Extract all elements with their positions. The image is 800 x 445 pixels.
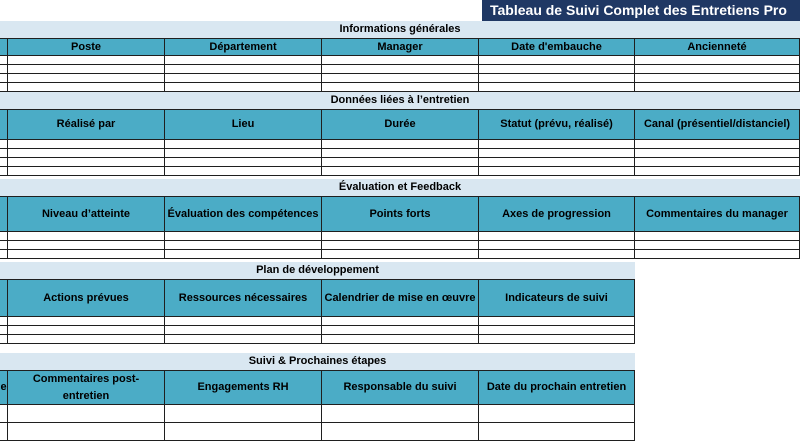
- table-cell[interactable]: [322, 83, 479, 92]
- table-cell[interactable]: [165, 83, 322, 92]
- header-cell[interactable]: Indicateurs de suivi: [479, 279, 635, 317]
- table-cell[interactable]: [0, 56, 8, 65]
- header-cell[interactable]: Manager: [322, 38, 479, 56]
- table-cell[interactable]: [322, 158, 479, 167]
- table-cell[interactable]: [322, 405, 479, 423]
- table-cell[interactable]: [479, 317, 635, 326]
- table-row: [0, 83, 800, 92]
- header-cell[interactable]: [0, 109, 8, 140]
- table-cell[interactable]: [479, 335, 635, 344]
- table-cell[interactable]: [8, 74, 165, 83]
- table-cell[interactable]: [479, 241, 635, 250]
- table-cell[interactable]: [635, 65, 800, 74]
- table-cell[interactable]: [479, 232, 635, 241]
- table-cell[interactable]: [0, 317, 8, 326]
- table-cell[interactable]: [0, 158, 8, 167]
- header-cell[interactable]: Ressources nécessaires: [165, 279, 322, 317]
- table-cell[interactable]: [8, 65, 165, 74]
- table-cell[interactable]: [8, 405, 165, 423]
- table-cell[interactable]: [322, 167, 479, 176]
- table-cell[interactable]: [165, 74, 322, 83]
- table-cell[interactable]: [479, 65, 635, 74]
- table-cell[interactable]: [8, 326, 165, 335]
- header-cell[interactable]: e: [0, 370, 8, 405]
- table-row: [0, 149, 800, 158]
- table-cell[interactable]: [635, 158, 800, 167]
- table-row: [0, 74, 800, 83]
- table-cell[interactable]: [322, 335, 479, 344]
- table-cell[interactable]: [479, 56, 635, 65]
- section-title-suivi[interactable]: Suivi & Prochaines étapes: [0, 353, 635, 371]
- table-cell[interactable]: [479, 74, 635, 83]
- section-title-plan[interactable]: Plan de développement: [0, 262, 635, 280]
- table-cell[interactable]: [479, 167, 635, 176]
- header-cell[interactable]: Canal (présentiel/distanciel): [635, 109, 800, 140]
- table-cell[interactable]: [8, 423, 165, 441]
- table-cell[interactable]: [479, 405, 635, 423]
- sheet-title: Tableau de Suivi Complet des Entretiens Pro: [482, 0, 800, 21]
- header-row-info: [0, 38, 800, 56]
- header-cell[interactable]: Date du prochain entretien: [479, 370, 635, 405]
- table-cell[interactable]: [322, 149, 479, 158]
- table-cell[interactable]: [322, 140, 479, 149]
- table-cell[interactable]: [0, 241, 8, 250]
- table-cell[interactable]: [0, 232, 8, 241]
- header-row-evaluation: [0, 196, 800, 232]
- table-cell[interactable]: [635, 140, 800, 149]
- table-row: [0, 65, 800, 74]
- table-cell[interactable]: [8, 232, 165, 241]
- table-cell[interactable]: [8, 335, 165, 344]
- header-cell[interactable]: Réalisé par: [8, 109, 165, 140]
- section-title-info[interactable]: Informations générales: [0, 21, 800, 39]
- table-cell[interactable]: [0, 326, 8, 335]
- table-cell[interactable]: [479, 83, 635, 92]
- table-row: [0, 423, 635, 441]
- header-cell[interactable]: Engagements RH: [165, 370, 322, 405]
- table-cell[interactable]: [165, 158, 322, 167]
- table-cell[interactable]: [165, 232, 322, 241]
- table-cell[interactable]: [165, 241, 322, 250]
- table-cell[interactable]: [8, 158, 165, 167]
- table-cell[interactable]: [165, 149, 322, 158]
- header-cell[interactable]: Axes de progression: [479, 196, 635, 232]
- table-cell[interactable]: [479, 250, 635, 259]
- header-cell[interactable]: Évaluation des compétences: [165, 196, 322, 232]
- table-cell[interactable]: [0, 335, 8, 344]
- table-cell[interactable]: [635, 74, 800, 83]
- table-cell[interactable]: [635, 83, 800, 92]
- table-cell[interactable]: [8, 140, 165, 149]
- table-cell[interactable]: [165, 326, 322, 335]
- table-row: [0, 167, 800, 176]
- header-cell[interactable]: Date d'embauche: [479, 38, 635, 56]
- table-cell[interactable]: [0, 149, 8, 158]
- section-title-entretien[interactable]: Données liées à l’entretien: [0, 92, 800, 110]
- table-cell[interactable]: [0, 250, 8, 259]
- table-cell[interactable]: [8, 250, 165, 259]
- table-row: [0, 335, 635, 344]
- table-cell[interactable]: [165, 250, 322, 259]
- header-cell[interactable]: Durée: [322, 109, 479, 140]
- table-cell[interactable]: [8, 83, 165, 92]
- table-cell[interactable]: [165, 140, 322, 149]
- table-cell[interactable]: [479, 158, 635, 167]
- header-cell[interactable]: [0, 196, 8, 232]
- header-cell[interactable]: Poste: [8, 38, 165, 56]
- table-cell[interactable]: [0, 83, 8, 92]
- table-cell[interactable]: [165, 423, 322, 441]
- table-cell[interactable]: [0, 140, 8, 149]
- table-cell[interactable]: [322, 423, 479, 441]
- table-row: [0, 241, 800, 250]
- header-cell[interactable]: Lieu: [165, 109, 322, 140]
- table-cell[interactable]: [322, 250, 479, 259]
- table-row: [0, 317, 635, 326]
- table-cell[interactable]: [479, 149, 635, 158]
- table-row: [0, 405, 635, 423]
- header-cell[interactable]: Ancienneté: [635, 38, 800, 56]
- header-cell[interactable]: Département: [165, 38, 322, 56]
- table-cell[interactable]: [635, 250, 800, 259]
- header-row-suivi: [0, 370, 635, 405]
- table-cell[interactable]: [165, 335, 322, 344]
- table-row: [0, 158, 800, 167]
- table-cell[interactable]: [479, 326, 635, 335]
- table-cell[interactable]: [322, 241, 479, 250]
- table-cell[interactable]: [8, 241, 165, 250]
- table-cell[interactable]: [165, 56, 322, 65]
- table-cell[interactable]: [0, 65, 8, 74]
- table-cell[interactable]: [8, 167, 165, 176]
- header-cell[interactable]: Responsable du suivi: [322, 370, 479, 405]
- table-row: [0, 250, 800, 259]
- header-cell[interactable]: [0, 38, 8, 56]
- table-cell[interactable]: [479, 140, 635, 149]
- table-cell[interactable]: [0, 405, 8, 423]
- header-cell[interactable]: Calendrier de mise en œuvre: [322, 279, 479, 317]
- table-cell[interactable]: [322, 317, 479, 326]
- table-cell[interactable]: [165, 167, 322, 176]
- header-row-entretien: [0, 109, 800, 140]
- table-cell[interactable]: [635, 56, 800, 65]
- table-cell[interactable]: [635, 241, 800, 250]
- header-cell[interactable]: Statut (prévu, réalisé): [479, 109, 635, 140]
- table-cell[interactable]: [0, 167, 8, 176]
- header-row-plan: [0, 279, 635, 317]
- table-cell[interactable]: [322, 326, 479, 335]
- table-cell[interactable]: [322, 232, 479, 241]
- table-cell[interactable]: [635, 232, 800, 241]
- table-cell[interactable]: [165, 65, 322, 74]
- table-cell[interactable]: [322, 56, 479, 65]
- table-cell[interactable]: [322, 74, 479, 83]
- table-cell[interactable]: [8, 317, 165, 326]
- section-title-evaluation[interactable]: Évaluation et Feedback: [0, 179, 800, 197]
- header-cell[interactable]: Commentaires du manager: [635, 196, 800, 232]
- table-cell[interactable]: [0, 74, 8, 83]
- header-cell[interactable]: [0, 279, 8, 317]
- header-cell[interactable]: Commentaires post-entretien: [8, 370, 165, 405]
- table-cell[interactable]: [0, 423, 8, 441]
- table-cell[interactable]: [165, 405, 322, 423]
- table-row: [0, 232, 800, 241]
- table-cell[interactable]: [479, 423, 635, 441]
- table-row: [0, 326, 635, 335]
- table-cell[interactable]: [635, 167, 800, 176]
- table-cell[interactable]: [165, 317, 322, 326]
- table-cell[interactable]: [8, 56, 165, 65]
- table-cell[interactable]: [322, 65, 479, 74]
- header-cell[interactable]: Niveau d’atteinte: [8, 196, 165, 232]
- table-cell[interactable]: [8, 149, 165, 158]
- header-cell[interactable]: Actions prévues: [8, 279, 165, 317]
- table-cell[interactable]: [635, 149, 800, 158]
- table-row: [0, 140, 800, 149]
- header-cell[interactable]: Points forts: [322, 196, 479, 232]
- table-row: [0, 56, 800, 65]
